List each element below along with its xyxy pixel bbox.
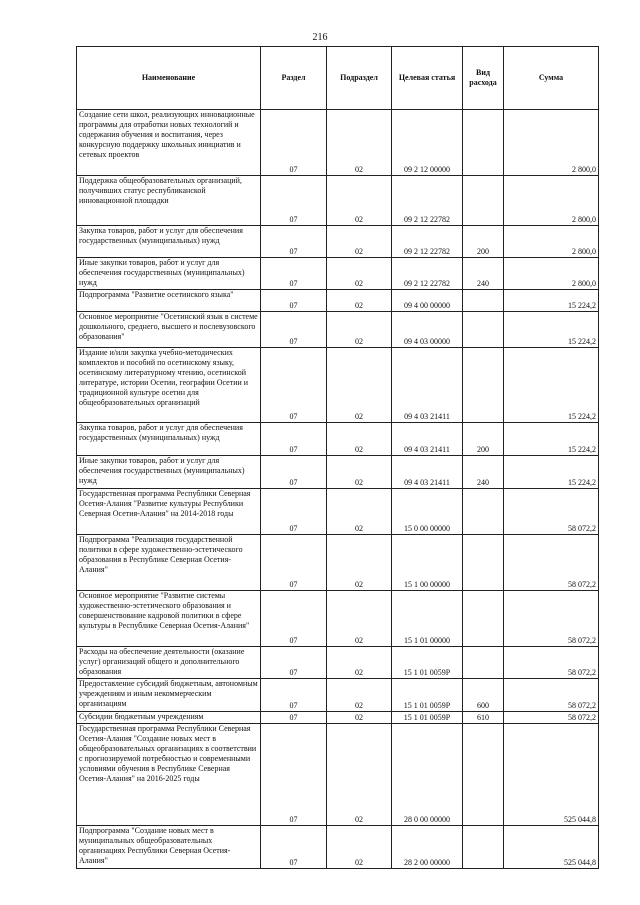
row-celevaya: 09 2 12 22782 [392,176,463,226]
table-row [77,290,599,312]
header-razdel: Раздел [261,47,327,110]
row-celevaya: 09 4 03 21411 [392,423,463,456]
row-vid [463,290,504,312]
row-celevaya: 15 1 01 0059Р [392,647,463,679]
row-name: Подпрограмма "Реализация государственной политики в сфере художественно-эстетического образования в Республике Северная Осетия-Алания" [77,535,261,591]
row-name: Закупка товаров, работ и услуг для обеспечения государственных (муниципальных) нужд [77,226,261,258]
table-row [77,535,599,591]
row-vid: 600 [463,679,504,712]
row-razdel: 07 [261,724,327,826]
row-summa: 2 800,0 [504,258,599,290]
table-row [77,226,599,258]
row-podrazdel: 02 [327,647,392,679]
row-name: Основное мероприятие "Осетинский язык в системе дошкольного, среднего, высшего и послевузовского образования" [77,312,261,348]
row-podrazdel: 02 [327,535,392,591]
row-razdel: 07 [261,456,327,489]
row-vid: 200 [463,423,504,456]
row-vid: 240 [463,456,504,489]
table-header-row [77,47,599,110]
row-vid [463,647,504,679]
row-podrazdel: 02 [327,456,392,489]
row-celevaya: 15 0 00 00000 [392,489,463,535]
row-name: Закупка товаров, работ и услуг для обеспечения государственных (муниципальных) нужд [77,423,261,456]
row-podrazdel: 02 [327,226,392,258]
row-celevaya: 15 1 01 00000 [392,591,463,647]
page-number: 216 [312,32,328,43]
header-celevaya: Целевая статья [392,47,463,110]
row-summa: 58 072,2 [504,679,599,712]
table-row [77,456,599,489]
row-razdel: 07 [261,826,327,869]
row-vid [463,110,504,176]
header-vid: Вид расхода [463,47,504,110]
row-summa: 58 072,2 [504,489,599,535]
row-podrazdel: 02 [327,679,392,712]
row-vid [463,489,504,535]
table-row [77,826,599,869]
row-razdel: 07 [261,312,327,348]
row-vid: 240 [463,258,504,290]
row-vid [463,312,504,348]
row-summa: 2 800,0 [504,226,599,258]
row-razdel: 07 [261,712,327,724]
row-celevaya: 09 2 12 22782 [392,226,463,258]
row-name: Создание сети школ, реализующих инновационные программы для отработки новых технологий и содержания обучения и воспитания, через конкурсную поддержку школьных инициатив и сетевых проектов [77,110,261,176]
row-name: Подпрограмма "Развитие осетинского языка" [77,290,261,312]
row-podrazdel: 02 [327,591,392,647]
row-razdel: 07 [261,591,327,647]
row-podrazdel: 02 [327,348,392,423]
table-row [77,110,599,176]
row-summa: 15 224,2 [504,312,599,348]
row-celevaya: 15 1 00 00000 [392,535,463,591]
row-vid [463,724,504,826]
row-summa: 58 072,2 [504,535,599,591]
table-row [77,348,599,423]
row-podrazdel: 02 [327,290,392,312]
row-celevaya: 09 4 03 21411 [392,456,463,489]
row-podrazdel: 02 [327,423,392,456]
row-summa: 525 044,8 [504,826,599,869]
row-razdel: 07 [261,348,327,423]
row-celevaya: 15 1 01 0059Р [392,712,463,724]
row-razdel: 07 [261,679,327,712]
row-summa: 58 072,2 [504,591,599,647]
header-podrazdel: Подраздел [327,47,392,110]
row-razdel: 07 [261,176,327,226]
row-name: Государственная программа Республики Северная Осетия-Алания "Создание новых мест в общеобразовательных организациях в соответствии с прогнозируемой потребностью и современными условиями обучения в Республике Северная Осетия-Алания" на 2016-2025 годы [77,724,261,826]
row-name: Поддержка общеобразовательных организаций, получивших статус республиканской инновационной площадки [77,176,261,226]
row-podrazdel: 02 [327,712,392,724]
row-razdel: 07 [261,110,327,176]
table-row [77,724,599,826]
table-row [77,312,599,348]
table-row [77,647,599,679]
row-razdel: 07 [261,423,327,456]
row-razdel: 07 [261,226,327,258]
row-podrazdel: 02 [327,724,392,826]
row-razdel: 07 [261,290,327,312]
row-name: Основное мероприятие "Развитие системы художественно-эстетического образования и совершенствование кадровой политики в сфере культуры в Республике Северная Осетия-Алания" [77,591,261,647]
table-row [77,423,599,456]
table-row [77,591,599,647]
row-vid [463,535,504,591]
table-row [77,176,599,226]
row-name: Подпрограмма "Создание новых мест в муниципальных общеобразовательных организациях Республики Северная Осетия-Алания" [77,826,261,869]
row-podrazdel: 02 [327,826,392,869]
row-celevaya: 09 2 12 00000 [392,110,463,176]
row-podrazdel: 02 [327,489,392,535]
row-name: Расходы на обеспечение деятельности (оказание услуг) организаций общего и дополнительного образования [77,647,261,679]
row-celevaya: 09 4 03 00000 [392,312,463,348]
row-razdel: 07 [261,489,327,535]
row-razdel: 07 [261,647,327,679]
row-podrazdel: 02 [327,258,392,290]
row-summa: 15 224,2 [504,456,599,489]
row-celevaya: 09 4 00 00000 [392,290,463,312]
row-vid [463,176,504,226]
header-name: Наименование [77,47,261,110]
row-podrazdel: 02 [327,312,392,348]
row-summa: 15 224,2 [504,348,599,423]
row-name: Иные закупки товаров, работ и услуг для обеспечения государственных (муниципальных) нужд [77,456,261,489]
row-name: Субсидии бюджетным учреждениям [77,712,261,724]
row-summa: 15 224,2 [504,290,599,312]
row-razdel: 07 [261,535,327,591]
row-celevaya: 28 0 00 00000 [392,724,463,826]
row-name: Государственная программа Республики Северная Осетия-Алания "Развитие культуры Республики Северная Осетия-Алания" на 2014-2018 годы [77,489,261,535]
row-vid: 200 [463,226,504,258]
row-name: Предоставление субсидий бюджетным, автономным учреждениям и иным некоммерческим организациям [77,679,261,712]
row-summa: 15 224,2 [504,423,599,456]
row-vid [463,591,504,647]
row-summa: 58 072,2 [504,647,599,679]
row-vid [463,348,504,423]
row-celevaya: 15 1 01 0059Р [392,679,463,712]
header-summa: Сумма [504,47,599,110]
row-summa: 2 800,0 [504,176,599,226]
row-celevaya: 09 2 12 22782 [392,258,463,290]
row-podrazdel: 02 [327,110,392,176]
row-summa: 58 072,2 [504,712,599,724]
row-summa: 525 044,8 [504,724,599,826]
row-vid: 610 [463,712,504,724]
table-row [77,712,599,724]
row-name: Иные закупки товаров, работ и услуг для обеспечения государственных (муниципальных) нужд [77,258,261,290]
row-name: Издание и/или закупка учебно-методических комплектов и пособий по осетинскому языку, осетинскому литературному чтению, осетинской литературе, истории Осетии, географии Осетии и традиционной культуре осетин для общеобразовательных организаций [77,348,261,423]
row-celevaya: 28 2 00 00000 [392,826,463,869]
row-celevaya: 09 4 03 21411 [392,348,463,423]
row-razdel: 07 [261,258,327,290]
row-podrazdel: 02 [327,176,392,226]
table-row [77,679,599,712]
table-row [77,258,599,290]
row-vid [463,826,504,869]
budget-table [76,46,599,869]
row-summa: 2 800,0 [504,110,599,176]
table-row [77,489,599,535]
